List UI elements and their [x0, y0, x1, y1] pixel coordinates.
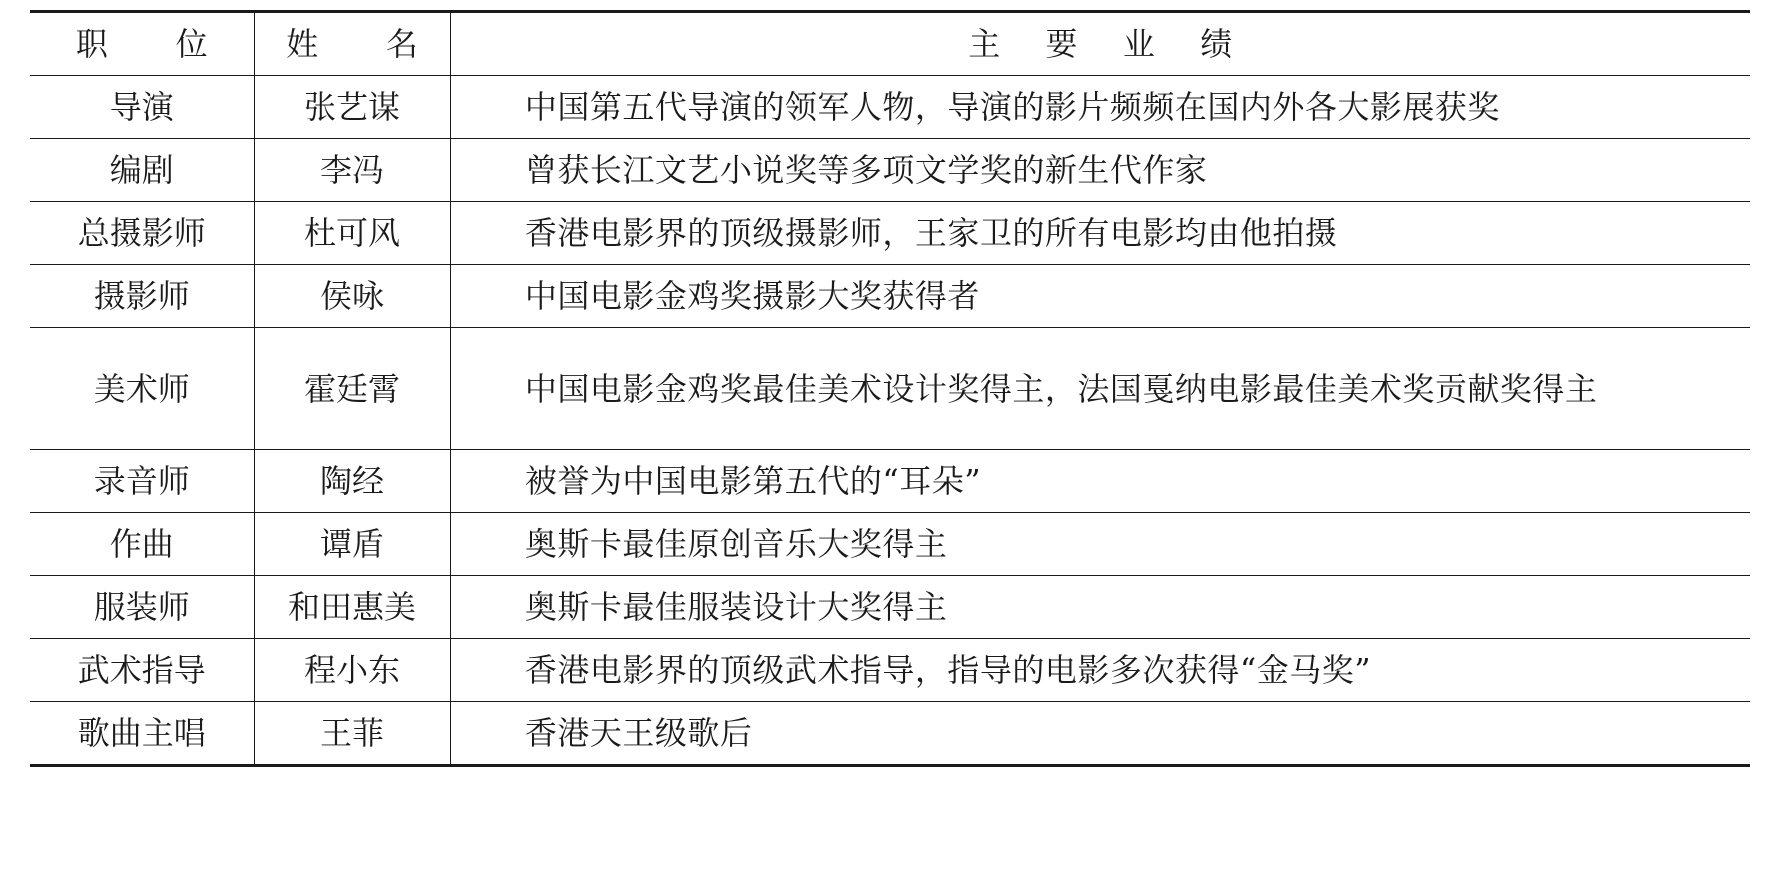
table-row	[30, 139, 1750, 202]
name-cell: 陶经	[254, 450, 450, 513]
header-achievements: 主 要 业 绩	[450, 12, 1750, 76]
role-cell: 歌曲主唱	[77, 714, 206, 752]
table-row	[30, 576, 1750, 639]
name-cell: 程小东	[254, 639, 450, 702]
role-cell: 摄影师	[30, 265, 254, 328]
role-cell: 总摄影师	[30, 202, 254, 265]
name-cell: 李冯	[254, 139, 450, 202]
achievement-cell: 奥斯卡最佳原创音乐大奖得主	[450, 513, 1750, 576]
role-cell: 录音师	[30, 450, 254, 513]
name-cell: 谭盾	[254, 513, 450, 576]
table-row	[30, 265, 1750, 328]
table-row	[30, 76, 1750, 139]
achievement-cell: 中国第五代导演的领军人物，导演的影片频频在国内外各大影展获奖	[450, 76, 1750, 139]
table-row	[30, 513, 1750, 576]
table-row	[30, 450, 1750, 513]
name-cell: 霍廷霄	[254, 328, 450, 450]
name-cell: 张艺谋	[254, 76, 450, 139]
table-row	[30, 639, 1750, 702]
achievement-cell: 曾获长江文艺小说奖等多项文学奖的新生代作家	[450, 139, 1750, 202]
header-name: 姓 名	[254, 12, 450, 76]
name-cell: 杜可风	[254, 202, 450, 265]
achievement-cell: 香港电影界的顶级武术指导，指导的电影多次获得“金马奖”	[450, 639, 1750, 702]
achievement-cell: 香港天王级歌后	[450, 702, 1750, 766]
achievement-cell: 中国电影金鸡奖摄影大奖获得者	[450, 265, 1750, 328]
achievement-cell: 中国电影金鸡奖最佳美术设计奖得主，法国戛纳电影最佳美术奖贡献奖得主	[450, 328, 1750, 450]
header-row	[30, 12, 1750, 76]
achievement-cell: 奥斯卡最佳服装设计大奖得主	[450, 576, 1750, 639]
table-row	[30, 702, 1750, 766]
table-row	[30, 202, 1750, 265]
crew-table	[30, 10, 1750, 767]
name-cell: 王菲	[254, 702, 450, 766]
role-cell: 武术指导	[30, 639, 254, 702]
table-row	[30, 328, 1750, 450]
role-cell: 作曲	[30, 513, 254, 576]
name-cell: 侯咏	[254, 265, 450, 328]
name-cell: 和田惠美	[254, 576, 450, 639]
role-cell: 导演	[30, 76, 254, 139]
achievement-cell: 被誉为中国电影第五代的“耳朵”	[450, 450, 1750, 513]
header-role: 职 位	[30, 12, 254, 76]
role-cell: 服装师	[30, 576, 254, 639]
role-cell: 编剧	[30, 139, 254, 202]
role-cell: 美术师	[30, 328, 254, 450]
achievement-cell: 香港电影界的顶级摄影师，王家卫的所有电影均由他拍摄	[450, 202, 1750, 265]
